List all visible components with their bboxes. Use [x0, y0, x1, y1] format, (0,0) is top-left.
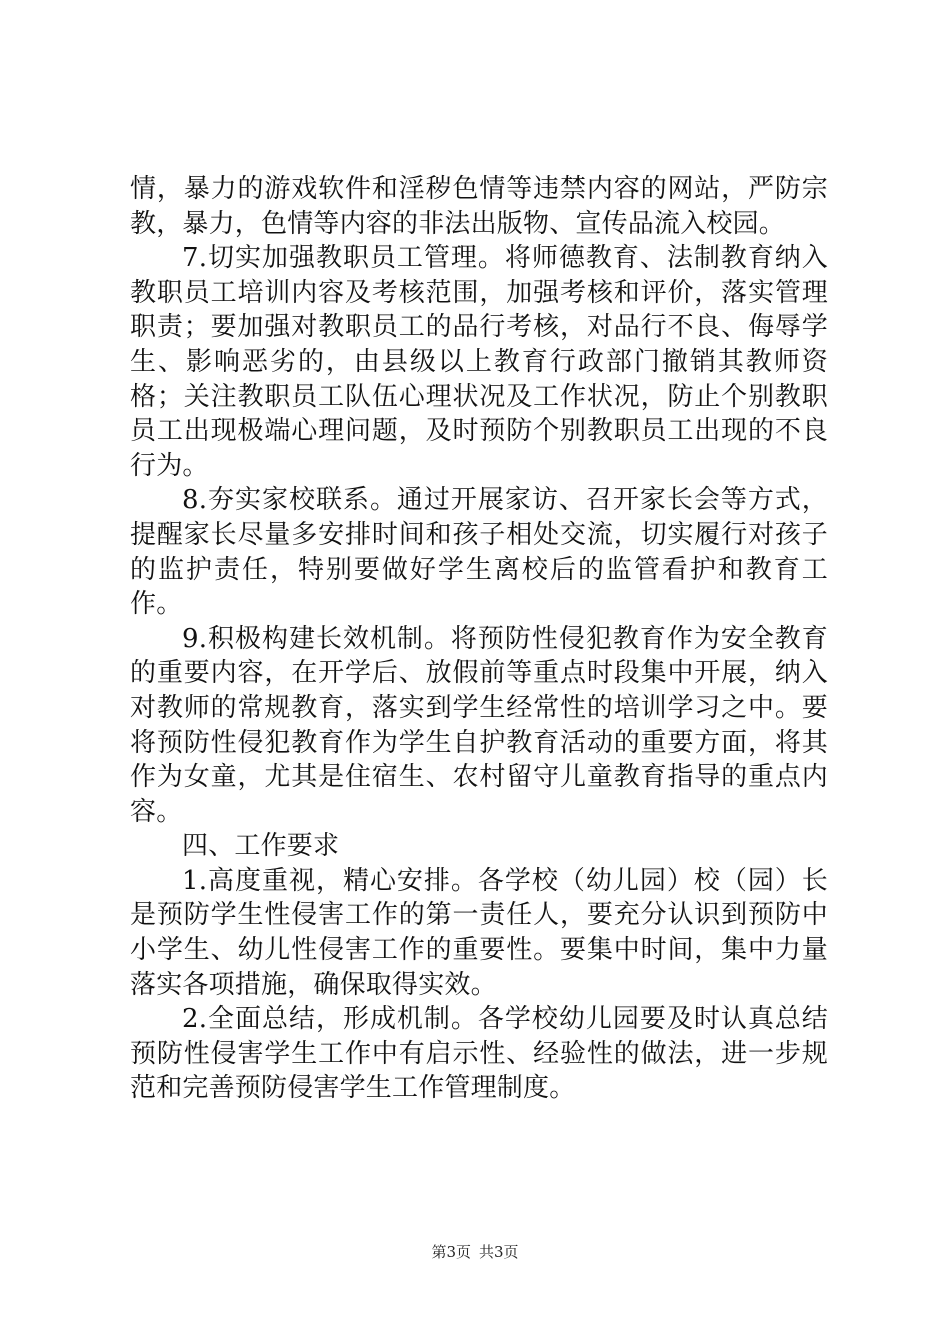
- paragraph-item-8: 8.夯实家校联系。通过开展家访、召开家长会等方式，提醒家长尽量多安排时间和孩子相处交流，切实履行对孩子的监护责任，特别要做好学生离校后的监管看护和教育工作。: [130, 485, 828, 620]
- paragraph-requirement-2: 2.全面总结，形成机制。各学校幼儿园要及时认真总结预防性侵害学生工作中有启示性、经验性的做法，进一步规范和完善预防侵害学生工作管理制度。: [130, 1004, 828, 1104]
- paragraph-continued: 情，暴力的游戏软件和淫秽色情等违禁内容的网站，严防宗教，暴力，色情等内容的非法出版物、宣传品流入校园。: [130, 174, 828, 239]
- document-body: [130, 172, 828, 1106]
- paragraph-requirement-1: 1.高度重视，精心安排。各学校（幼儿园）校（园）长是预防学生性侵害工作的第一责任人，要充分认识到预防中小学生、幼儿性侵害工作的重要性。要集中时间，集中力量落实各项措施，确保取得实效。: [130, 865, 828, 1000]
- page-footer: [0, 1242, 950, 1262]
- page-number: 第3页: [431, 1243, 471, 1261]
- page-total: 共3页: [479, 1243, 519, 1261]
- paragraph-item-9: 9.积极构建长效机制。将预防性侵犯教育作为安全教育的重要内容，在开学后、放假前等重点时段集中开展，纳入对教师的常规教育，落实到学生经常性的培训学习之中。要将预防性侵犯教育作为学生自护教育活动的重要方面，将其作为女童，尤其是住宿生、农村留守儿童教育指导的重点内容。: [130, 623, 828, 827]
- paragraph-item-7: 7.切实加强教职员工管理。将师德教育、法制教育纳入教职员工培训内容及考核范围，加强考核和评价，落实管理职责；要加强对教职员工的品行考核，对品行不良、侮辱学生、影响恶劣的，由县级以上教育行政部门撤销其教师资格；关注教职员工队伍心理状况及工作状况，防止个别教职员工出现极端心理问题，及时预防个别教职员工出现的不良行为。: [130, 243, 828, 481]
- section-heading-work-requirements: 四、工作要求: [182, 831, 340, 862]
